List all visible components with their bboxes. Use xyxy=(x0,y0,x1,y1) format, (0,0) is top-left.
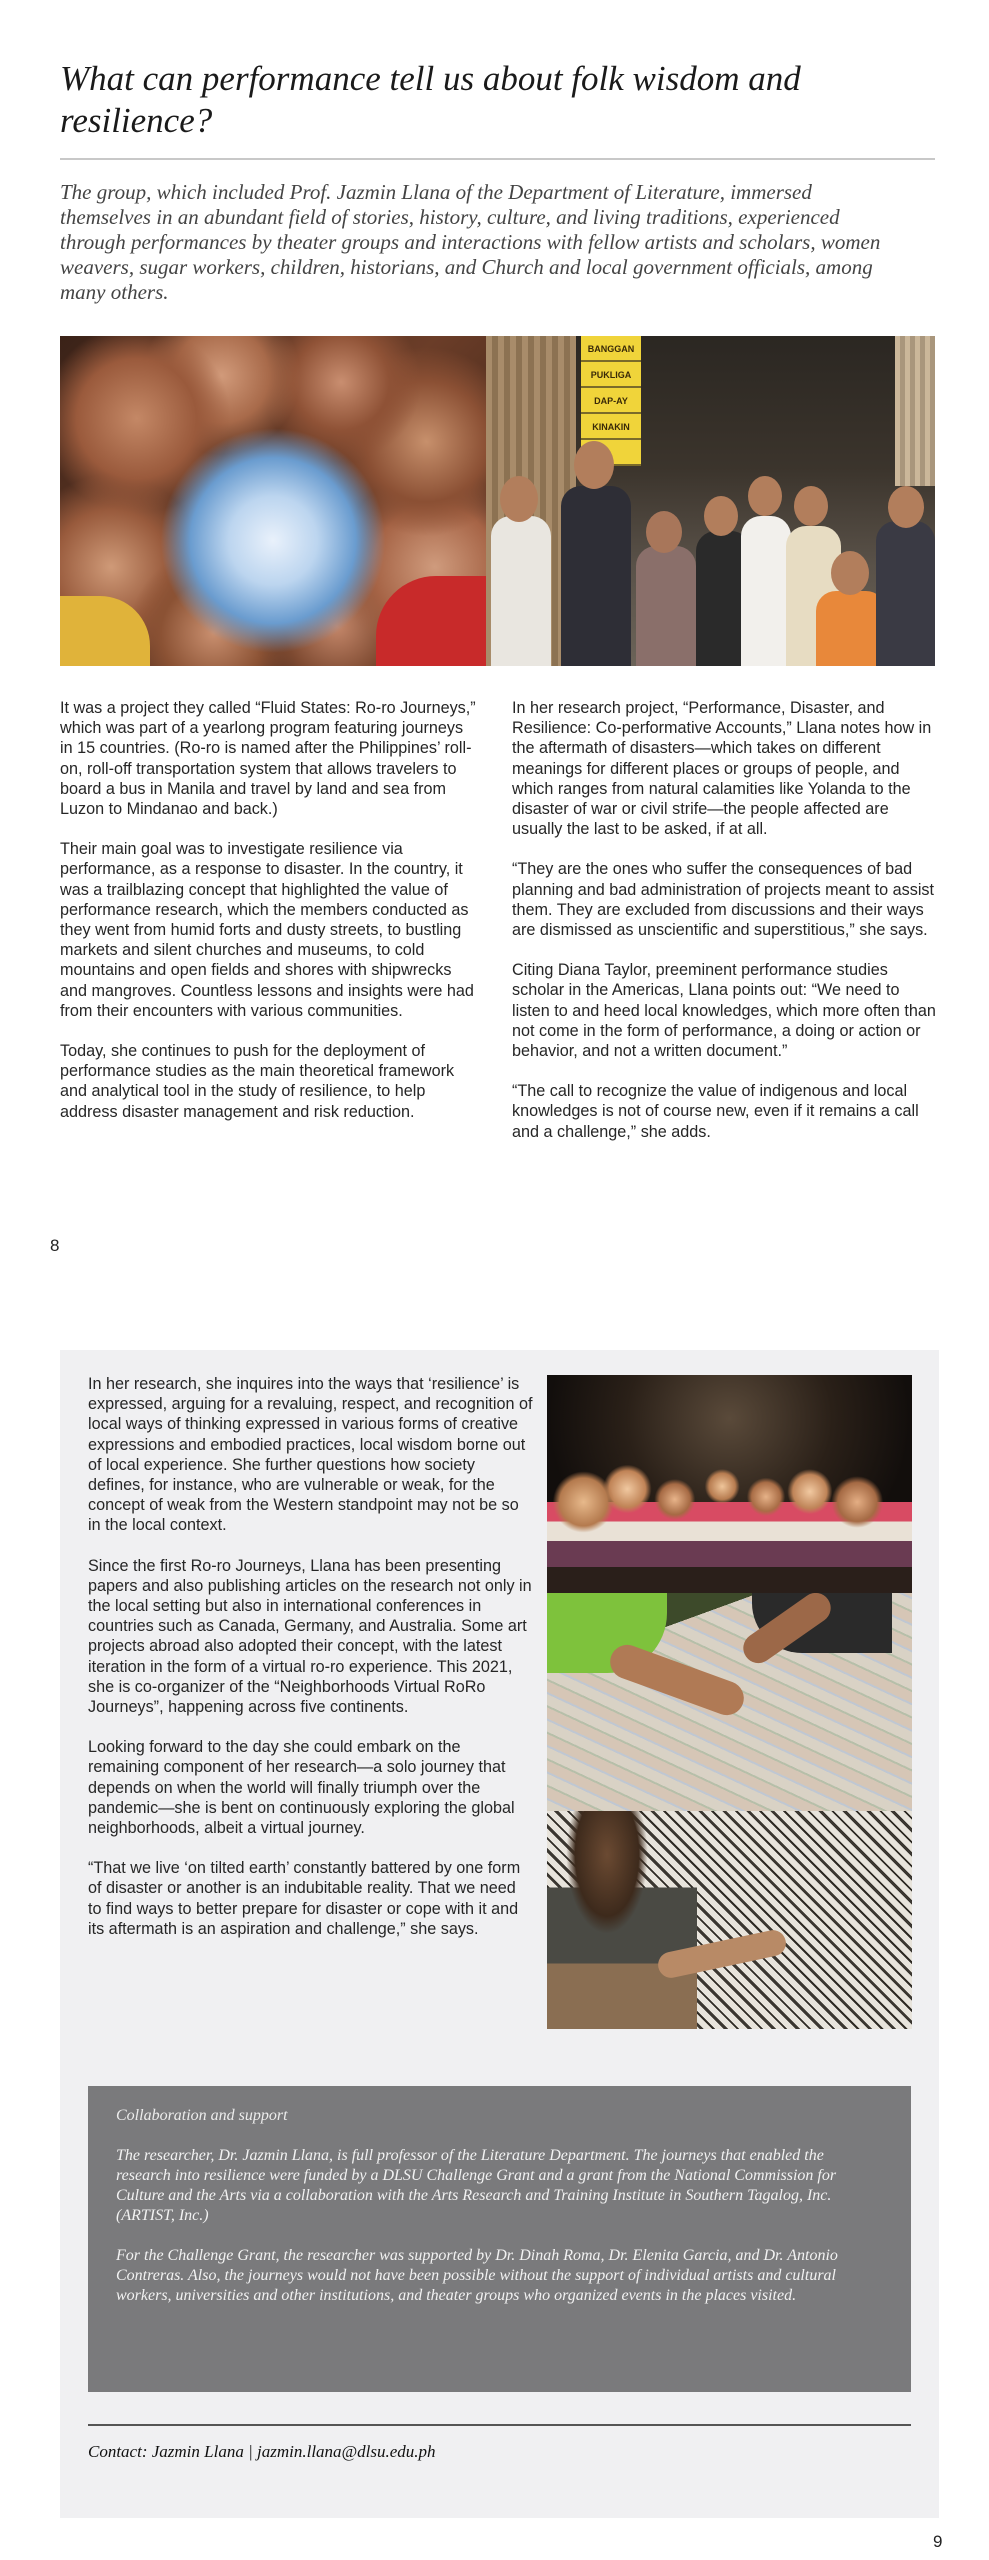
article-title: What can performance tell us about folk wisdom and resilience? xyxy=(60,59,801,140)
paragraph: “That we live ‘on tilted earth’ constantly battered by one form of disaster or another is an indubitable reality. That we need to find ways to better prepare for disaster or cope with it and its aftermath is an aspiration and challenge,” she says. xyxy=(88,1859,521,1938)
left-column xyxy=(60,698,480,1142)
paragraph: Today, she continues to push for the deployment of performance studies as the main theoretical framework and analytical tool in the study of resilience, to help address disaster management and risk reduction. xyxy=(60,1042,455,1121)
contact-line: Contact: Jazmin Llana | jazmin.llana@dlsu.edu.ph xyxy=(88,2442,436,2461)
page-number: 8 xyxy=(50,1236,60,1255)
paragraph: Looking forward to the day she could embark on the remaining component of her research—a solo journey that depends on when the world will finally triumph over the pandemic—she is bent on continuously exploring the global neighborhoods, albeit a virtual journey. xyxy=(88,1738,515,1838)
paragraph: “The call to recognize the value of indigenous and local knowledges is not of course new, even if it remains a call and a challenge,” she adds. xyxy=(512,1082,919,1141)
contact-divider xyxy=(88,2424,911,2426)
group-photo xyxy=(486,336,935,666)
circle-of-faces-photo xyxy=(60,336,486,666)
paragraph: “They are the ones who suffer the consequences of bad planning and bad administration of projects meant to assist them. They are excluded from discussions and their ways are dismissed as unscientific and superstitious,” she says. xyxy=(512,860,935,940)
main-column xyxy=(88,1374,533,1959)
paragraph: It was a project they called “Fluid States: Ro-ro Journeys,” which was part of a yearlong program featuring journeys in 15 countries. (Ro-ro is named after the Philippines’ roll-on, roll-off transportation system that allows travelers to board a bus in Manila and travel by land and sea from Luzon to Mindanao and back.) xyxy=(60,699,476,819)
paragraph: In her research, she inquires into the ways that ‘resilience’ is expressed, arguing for a revaluing, respect, and recognition of local ways of thinking expressed in various forms of creative expressions and embodied practices, local wisdom borne out of local experience. She further questions how society defines, for instance, who are vulnerable or weak, for the concept of weak from the Western standpoint may not be so in the local context. xyxy=(88,1375,533,1535)
photo-strip xyxy=(60,336,935,666)
paragraph: The researcher, Dr. Jazmin Llana, is full professor of the Literature Department. The journeys that enabled the research into resilience were funded by a DLSU Challenge Grant and a grant from the National Commission for Culture and the Arts via a collaboration with the Arts Research and Training Institute in Southern Tagalog, Inc. (ARTIST, Inc.) xyxy=(116,2147,837,2224)
paragraph: Since the first Ro-ro Journeys, Llana has been presenting papers and also publishing articles on the research not only in the local setting but also in international conferences in countries such as Canada, Germany, and Australia. Some art projects abroad also adopted their concept, with the latest iteration in the form of a virtual ro-ro experience. This 2021, she is co-organizer of the “Neighborhoods Virtual RoRo Journeys”, happening across five continents. xyxy=(88,1556,532,1717)
photo-stack xyxy=(547,1375,912,2029)
weaving-photo xyxy=(547,1811,912,2029)
right-column xyxy=(512,698,937,1162)
collab-heading: Collaboration and support xyxy=(116,2107,288,2124)
paragraph: For the Challenge Grant, the researcher was supported by Dr. Dinah Roma, Dr. Elenita Garcia, and Dr. Antonio Contreras. Also, the journeys would not have been possible without the support of individual artists and cultural workers, universities and other institutions, and theater groups who organized events in the places visited. xyxy=(116,2247,838,2304)
signboard: BANGGAN PUKLIGA DAP-AY KINAKIN xyxy=(581,336,641,466)
article-intro: The group, which included Prof. Jazmin Llana of the Department of Literature, immersed themselves in an abundant field of stories, history, culture, and living traditions, experienced through performances by theater groups and interactions with fellow artists and scholars, women weavers, sugar workers, children, historians, and Church and local government officials, among many others. xyxy=(60,180,881,304)
map-drawing-photo xyxy=(547,1593,912,1811)
paragraph: Their main goal was to investigate resilience via performance, as a response to disaster. In the country, it was a trailblazing concept that highlighted the value of performance research, which the members conducted as they went from humid forts and dusty streets, to bustling markets and silent churches and museums, to cold mountains and open fields and shores with shipwrecks and mangroves. Countless lessons and insights were had from their encounters with various communities. xyxy=(60,840,474,1020)
collaboration-box xyxy=(88,2086,911,2392)
page-number: 9 xyxy=(933,2532,943,2551)
paragraph: In her research project, “Performance, Disaster, and Resilience: Co-performative Accounts,” Llana notes how in the aftermath of disasters—which takes on different meanings for different places or groups of people, and which ranges from natural calamities like Yolanda to the disaster of war or civil strife—the people affected are usually the last to be asked, if at all. xyxy=(512,699,932,839)
paragraph: Citing Diana Taylor, preeminent performance studies scholar in the Americas, Llana points out: “We need to listen to and heed local knowledges, which more often than not come in the form of performance, a doing or action or behavior, and not a written document.” xyxy=(512,961,936,1061)
title-divider xyxy=(60,158,935,160)
performance-crowd-photo xyxy=(547,1375,912,1593)
